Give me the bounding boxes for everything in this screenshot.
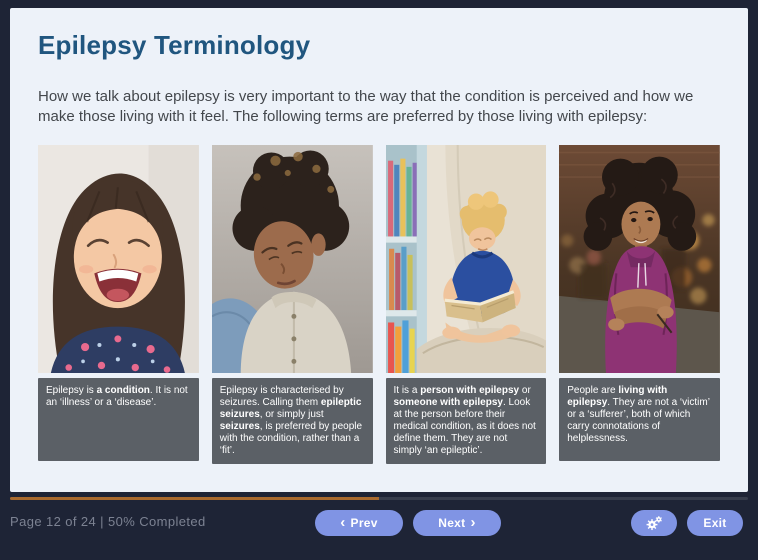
utility-buttons [631, 510, 743, 536]
page-title: Epilepsy Terminology [38, 30, 311, 60]
term-caption: Epilepsy is characterised by seizures. Calling them epileptic seizures, or simply just seizures, is preferred by people with the condition, rather than a ‘fit’. [212, 378, 373, 464]
page-status: Page 12 of 24 | 50% Completed [10, 514, 206, 529]
term-card-living-with [559, 145, 720, 464]
next-button-label: Next [438, 516, 466, 530]
exit-button[interactable] [687, 510, 743, 536]
photo-laughing-girl [38, 145, 199, 373]
photo-boy-reading-down [212, 145, 373, 373]
term-caption: It is a person with epilepsy or someone with epilepsy. Look at the person before their medical condition, as it does not define them. They are not simply ‘an epileptic’. [386, 378, 547, 464]
nav-buttons [315, 510, 501, 536]
photo-boy-reading-nook [386, 145, 547, 373]
chevron-right-icon: › [470, 513, 476, 531]
term-caption: Epilepsy is a condition. It is not an ‘illness’ or a ‘disease’. [38, 378, 199, 461]
term-card-person [386, 145, 547, 464]
progress-fill [10, 497, 379, 500]
photo-girl-arms-crossed [559, 145, 720, 373]
next-button[interactable] [413, 510, 501, 536]
term-card-condition [38, 145, 199, 464]
footer-bar [0, 506, 758, 542]
term-caption: People are living with epilepsy. They are not a ‘victim’ or a ‘sufferer’, both of which carry connotations of helplessness. [559, 378, 720, 461]
progress-bar [10, 497, 748, 500]
chevron-left-icon: ‹ [340, 513, 346, 531]
settings-button[interactable] [631, 510, 677, 536]
gears-icon [644, 515, 664, 531]
term-cards [38, 145, 720, 464]
intro-text: How we talk about epilepsy is very important to the way that the condition is perceived and how we make those living with it feel. The following terms are preferred by those living with epilepsy: [38, 88, 694, 126]
exit-button-label: Exit [703, 516, 727, 530]
slide-card [10, 8, 748, 492]
prev-button-label: Prev [350, 516, 378, 530]
term-card-seizures [212, 145, 373, 464]
prev-button[interactable] [315, 510, 403, 536]
